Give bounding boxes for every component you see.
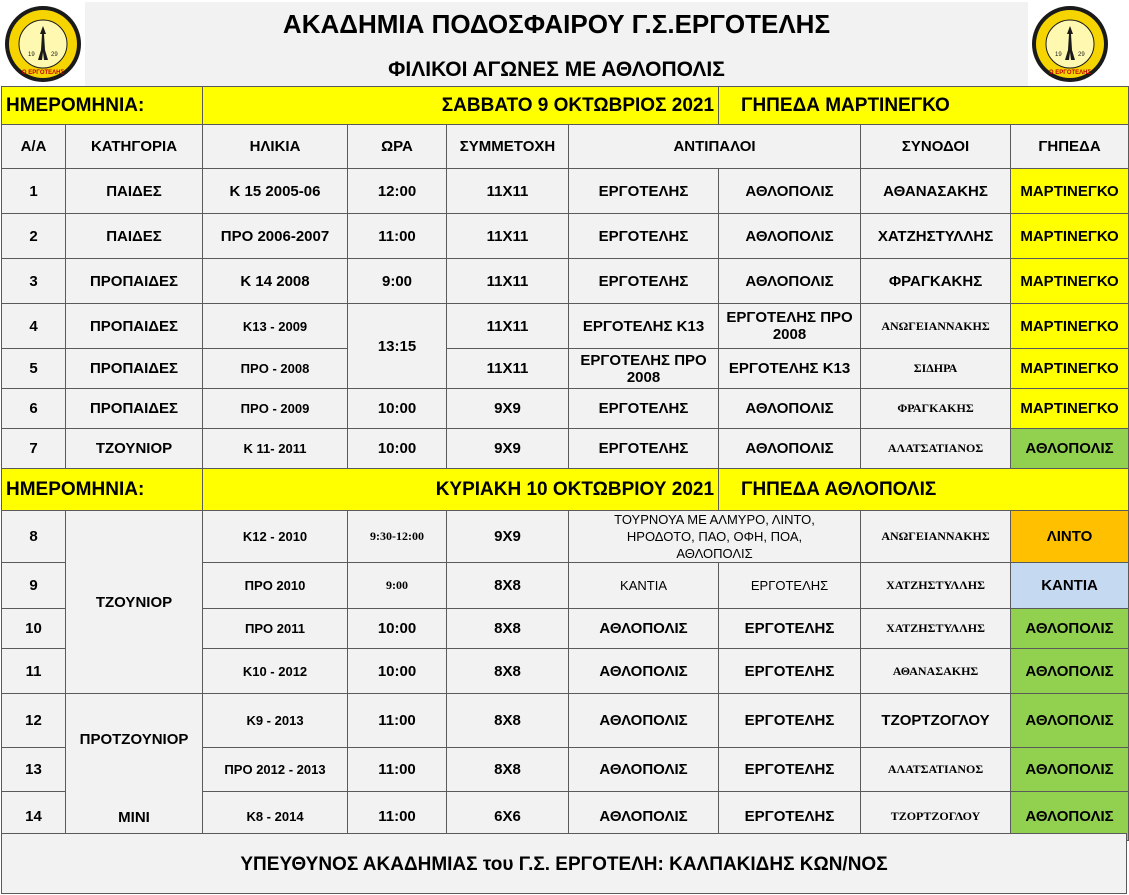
row-format: 9Χ9 [447,389,569,429]
row-aa: 5 [2,349,66,389]
row-age: Κ13 - 2009 [203,304,348,349]
row-team2: ΕΡΓΟΤΕΛΗΣ [719,609,861,649]
row-category: ΠΡΟΤΖΟΥΝΙΟΡ [79,731,189,748]
row-format: 9Χ9 [447,511,569,563]
row-format: 8Χ8 [447,649,569,694]
row-team2: ΑΘΛΟΠΟΛΙΣ [719,429,861,469]
row-format: 11Χ11 [447,259,569,304]
row-escort: ΑΝΩΓΕΙΑΝΝΑΚΗΣ [861,511,1011,563]
row-escort: ΑΘΑΝΑΣΑΚΗΣ [861,169,1011,214]
row-category: ΤΖΟΥΝΙΟΡ [95,593,173,611]
row-team1: ΑΘΛΟΠΟΛΙΣ [569,649,719,694]
row-category: ΤΖΟΥΝΙΟΡ [66,429,203,469]
row-team2: ΕΡΓΟΤΕΛΗΣ [719,748,861,792]
row-field: ΑΘΛΟΠΟΛΙΣ [1011,649,1129,694]
row-field: ΛΙΝΤΟ [1011,511,1129,563]
row-category: ΜΙΝΙ [118,809,150,826]
row-time: 10:00 [348,429,447,469]
row-age: Κ10 - 2012 [203,649,348,694]
logo-year-right: 29 [51,52,58,58]
row-aa: 4 [2,304,66,349]
row-escort: ΑΝΩΓΕΙΑΝΝΑΚΗΣ [861,304,1011,349]
date-bar-day2 [2,469,1129,511]
row-escort: ΦΡΑΓΚΑΚΗΣ [861,389,1011,429]
row-team1: ΕΡΓΟΤΕΛΗΣ [569,389,719,429]
row-age: ΠΡΟ 2010 [203,563,348,609]
row-category: ΠΡΟΠΑΙΔΕΣ [66,349,203,389]
col-field: ΓΗΠΕΔΑ [1011,125,1129,169]
row-aa: 12 [2,694,66,748]
row-time: 9:00 [348,259,447,304]
row-format: 11Χ11 [447,169,569,214]
logo-year-right: 29 [1078,52,1085,58]
date-bar-day1 [2,87,1129,125]
table-row [2,694,1129,748]
row-escort: ΑΘΑΝΑΣΑΚΗΣ [861,649,1011,694]
row-category: ΠΡΟΠΑΙΔΕΣ [66,259,203,304]
row-team2: ΑΘΛΟΠΟΛΙΣ [719,214,861,259]
table-row [2,304,1129,349]
row-time: 9:00 [348,563,447,609]
row-category: ΠΡΟΠΑΙΔΕΣ [66,389,203,429]
row-field: ΜΑΡΤΙΝΕΓΚΟ [1011,304,1129,349]
row-aa: 8 [2,511,66,563]
table-row [2,511,1129,563]
table-row [2,389,1129,429]
row-team2: ΕΡΓΟΤΕΛΗΣ ΠΡΟ 2008 [719,304,861,349]
row-time: 11:00 [348,792,447,841]
row-time: 11:00 [348,214,447,259]
row-age: ΠΡΟ 2006-2007 [203,214,348,259]
row-age: Κ 11- 2011 [203,429,348,469]
row-age: ΠΡΟ - 2008 [203,349,348,389]
row-format: 8Χ8 [447,694,569,748]
row-escort: ΣΙΔΗΡΑ [861,349,1011,389]
row-format: 11Χ11 [447,349,569,389]
row-time: 10:00 [348,389,447,429]
club-logo-right [1030,4,1110,84]
row-age: Κ 15 2005-06 [203,169,348,214]
row-age: Κ9 - 2013 [203,694,348,748]
col-format: ΣΥΜΜΕΤΟΧΗ [447,125,569,169]
row-format: 8Χ8 [447,563,569,609]
row-team1: ΑΘΛΟΠΟΛΙΣ [569,694,719,748]
row-field: ΜΑΡΤΙΝΕΓΚΟ [1011,169,1129,214]
row-team2: ΑΘΛΟΠΟΛΙΣ [719,389,861,429]
row-team1: ΑΘΛΟΠΟΛΙΣ [569,748,719,792]
row-team2: ΕΡΓΟΤΕΛΗΣ [719,649,861,694]
table-row [2,169,1129,214]
row-team1: ΕΡΓΟΤΕΛΗΣ Κ13 [569,304,719,349]
row-aa: 10 [2,609,66,649]
row-aa: 2 [2,214,66,259]
row-team2: ΕΡΓΟΤΕΛΗΣ [719,694,861,748]
row-time: 13:15 [348,304,447,389]
footer-responsible: ΥΠΕΥΘΥΝΟΣ ΑΚΑΔΗΜΙΑΣ του Γ.Σ. ΕΡΓΟΤΕΛΗ: ΚΑΛΠΑΚΙΔΗΣ ΚΩΝ/ΝΟΣ [1,833,1127,894]
page-title: ΑΚΑΔΗΜΙΑ ΠΟΔΟΣΦΑΙΡΟΥ Γ.Σ.ΕΡΓΟΤΕΛΗΣ [282,9,831,39]
row-age: ΠΡΟ - 2009 [203,389,348,429]
club-logo-left [3,4,83,84]
table-row [2,259,1129,304]
row-field: ΑΘΛΟΠΟΛΙΣ [1011,792,1129,841]
row-escort: ΑΛΑΤΣΑΤΙΑΝΟΣ [861,429,1011,469]
col-aa: Α/Α [2,125,66,169]
row-time: 9:30-12:00 [348,511,447,563]
logo-club-name: Ο ΕΡΓΟΤΕΛΗΣ [21,70,65,76]
row-field: ΑΘΛΟΠΟΛΙΣ [1011,429,1129,469]
date-value: ΚΥΡΙΑΚΗ 10 ΟΚΤΩΒΡΙΟΥ 2021 [203,469,719,511]
table-row [2,214,1129,259]
row-time: 10:00 [348,609,447,649]
row-team1: ΕΡΓΟΤΕΛΗΣ [569,429,719,469]
row-aa: 6 [2,389,66,429]
row-field: ΜΑΡΤΙΝΕΓΚΟ [1011,349,1129,389]
logo-club-name: Ο ΕΡΓΟΤΕΛΗΣ [1048,70,1092,76]
row-time: 11:00 [348,694,447,748]
row-field: ΜΑΡΤΙΝΕΓΚΟ [1011,259,1129,304]
row-field: ΚΑΝΤΙΑ [1011,563,1129,609]
row-team1: ΕΡΓΟΤΕΛΗΣ ΠΡΟ 2008 [569,349,719,389]
row-escort: ΧΑΤΖΗΣΤΥΛΛΗΣ [861,609,1011,649]
col-escorts: ΣΥΝΟΔΟΙ [861,125,1011,169]
row-time: 10:00 [348,649,447,694]
col-age: ΗΛΙΚΙΑ [203,125,348,169]
row-field: ΑΘΛΟΠΟΛΙΣ [1011,694,1129,748]
row-escort: ΦΡΑΓΚΑΚΗΣ [861,259,1011,304]
row-aa: 7 [2,429,66,469]
row-aa: 9 [2,563,66,609]
row-age: Κ8 - 2014 [203,792,348,841]
row-escort: ΧΑΤΖΗΣΤΥΛΛΗΣ [861,214,1011,259]
row-aa: 3 [2,259,66,304]
col-category: ΚΑΤΗΓΟΡΙΑ [66,125,203,169]
row-aa: 1 [2,169,66,214]
row-format: 11Χ11 [447,304,569,349]
row-aa: 14 [2,792,66,841]
date-label: ΗΜΕΡΟΜΗΝΙΑ: [2,87,203,125]
row-field: ΜΑΡΤΙΝΕΓΚΟ [1011,389,1129,429]
row-category-span [66,694,203,841]
row-format: 11Χ11 [447,214,569,259]
row-escort: ΧΑΤΖΗΣΤΥΛΛΗΣ [861,563,1011,609]
row-category: ΠΑΙΔΕΣ [66,169,203,214]
row-format: 6Χ6 [447,792,569,841]
row-format: 9Χ9 [447,429,569,469]
row-format: 8Χ8 [447,748,569,792]
row-age: Κ 14 2008 [203,259,348,304]
date-venue: ΓΗΠΕΔΑ ΜΑΡΤΙΝΕΓΚΟ [719,87,1129,125]
date-venue: ΓΗΠΕΔΑ ΑΘΛΟΠΟΛΙΣ [719,469,1129,511]
row-category: ΠΑΙΔΕΣ [66,214,203,259]
col-opponents: ΑΝΤΙΠΑΛΟΙ [569,125,861,169]
row-team2: ΕΡΓΟΤΕΛΗΣ Κ13 [719,349,861,389]
row-team1: ΕΡΓΟΤΕΛΗΣ [569,259,719,304]
row-field: ΜΑΡΤΙΝΕΓΚΟ [1011,214,1129,259]
row-age: ΠΡΟ 2011 [203,609,348,649]
row-team2: ΕΡΓΟΤΕΛΗΣ [719,792,861,841]
row-age: ΠΡΟ 2012 - 2013 [203,748,348,792]
row-field: ΑΘΛΟΠΟΛΙΣ [1011,748,1129,792]
logo-year-left: 19 [1055,52,1062,58]
row-aa: 11 [2,649,66,694]
row-category-span [66,511,203,694]
row-aa: 13 [2,748,66,792]
row-time: 12:00 [348,169,447,214]
schedule-table [1,86,1129,841]
row-format: 8Χ8 [447,609,569,649]
date-label: ΗΜΕΡΟΜΗΝΙΑ: [2,469,203,511]
row-escort: ΤΖΟΡΤΖΟΓΛΟΥ [861,694,1011,748]
row-team2: ΕΡΓΟΤΕΛΗΣ [719,563,861,609]
row-tournament: ΤΟΥΡΝΟΥΑ ΜΕ ΑΛΜΥΡΟ, ΛΙΝΤΟ, ΗΡΟΔΟΤΟ, ΠΑΟ, ΟΦΗ, ΠΟΑ, ΑΘΛΟΠΟΛΙΣ [569,511,861,563]
row-time: 11:00 [348,748,447,792]
column-header-row [2,125,1129,169]
row-team1: ΚΑΝΤΙΑ [569,563,719,609]
row-team2: ΑΘΛΟΠΟΛΙΣ [719,169,861,214]
table-row [2,349,1129,389]
logo-year-left: 19 [28,52,35,58]
row-age: Κ12 - 2010 [203,511,348,563]
table-row [2,429,1129,469]
row-team1: ΑΘΛΟΠΟΛΙΣ [569,609,719,649]
row-team1: ΕΡΓΟΤΕΛΗΣ [569,169,719,214]
row-escort: ΤΖΟΡΤΖΟΓΛΟΥ [861,792,1011,841]
row-team1: ΑΘΛΟΠΟΛΙΣ [569,792,719,841]
date-value: ΣΑΒΒΑΤΟ 9 ΟΚΤΩΒΡΙΟΣ 2021 [203,87,719,125]
page-subtitle: ΦΙΛΙΚΟΙ ΑΓΩΝΕΣ ΜΕ ΑΘΛΟΠΟΛΙΣ [388,58,725,81]
col-time: ΩΡΑ [348,125,447,169]
row-escort: ΑΛΑΤΣΑΤΙΑΝΟΣ [861,748,1011,792]
row-team2: ΑΘΛΟΠΟΛΙΣ [719,259,861,304]
row-team1: ΕΡΓΟΤΕΛΗΣ [569,214,719,259]
row-category: ΠΡΟΠΑΙΔΕΣ [66,304,203,349]
row-field: ΑΘΛΟΠΟΛΙΣ [1011,609,1129,649]
